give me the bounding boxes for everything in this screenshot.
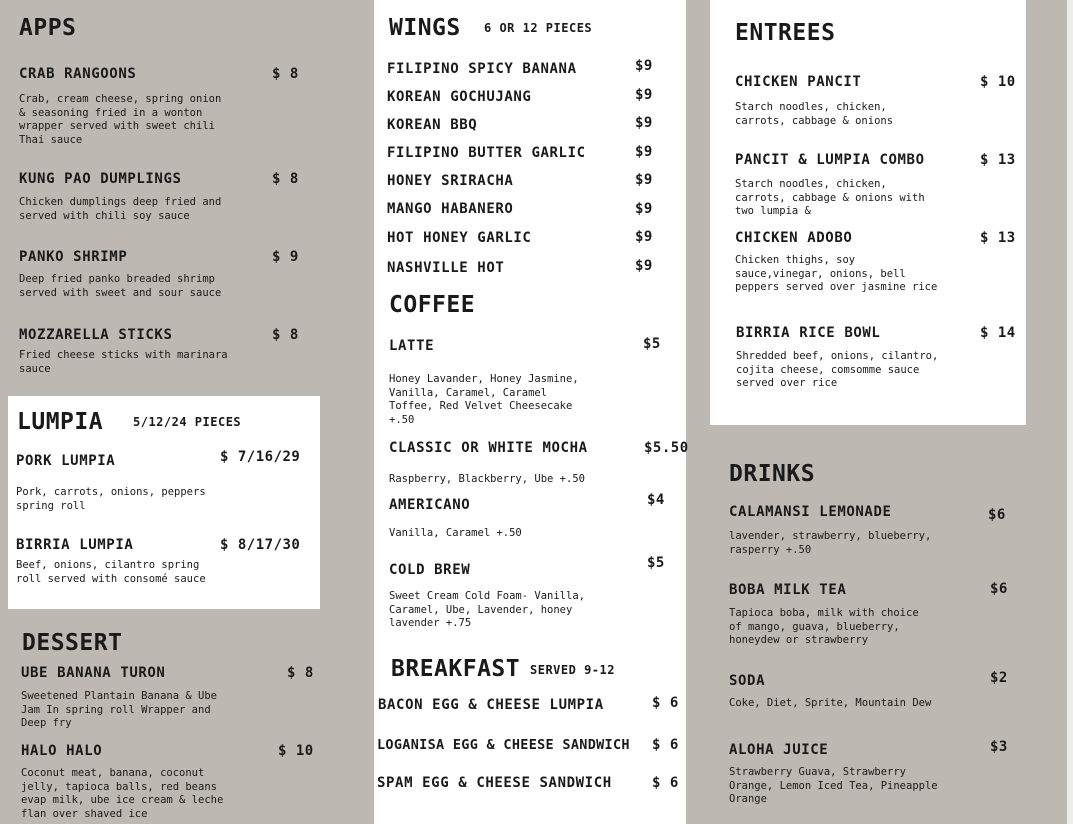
entrees-title: ENTREES: [735, 20, 836, 46]
menu-item-price: $ 10: [980, 74, 1016, 90]
menu-item-price: $ 8: [272, 171, 299, 187]
menu-item-name: CRAB RANGOONS: [19, 66, 137, 82]
menu-item-name: LOGANISA EGG & CHEESE SANDWICH: [377, 737, 630, 753]
wings-pieces-note: 6 OR 12 PIECES: [484, 21, 593, 35]
menu-item-price: $4: [647, 492, 665, 508]
menu-item-price: $2: [990, 670, 1008, 686]
page-edge: [1067, 0, 1073, 824]
menu-item-name: COLD BREW: [389, 562, 471, 578]
wing-flavor: MANGO HABANERO: [387, 201, 514, 217]
menu-item-desc: Chicken thighs, soy sauce,vinegar, onions, bell peppers served over jasmine rice: [735, 254, 938, 294]
menu-item-desc: Vanilla, Caramel +.50: [389, 527, 522, 539]
menu-item-desc: Tapioca boba, milk with choice of mango, guava, blueberry, honeydew or strawberry: [729, 607, 919, 647]
lumpia-title: LUMPIA: [17, 409, 104, 435]
wing-flavor: FILIPINO SPICY BANANA: [387, 61, 577, 77]
menu-item-price: $ 8: [287, 665, 314, 681]
menu-item-price: $ 14: [980, 325, 1016, 341]
menu-item-price: $3: [990, 739, 1008, 755]
drinks-title: DRINKS: [729, 461, 816, 487]
wing-flavor: NASHVILLE HOT: [387, 260, 505, 276]
wing-price: $9: [635, 201, 653, 217]
menu-item-price: $ 8: [272, 66, 299, 82]
menu-item-desc: lavender, strawberry, blueberry, rasperry +.50: [729, 530, 932, 556]
menu-item-desc: Strawberry Guava, Strawberry Orange, Lemon Iced Tea, Pineapple Orange: [729, 766, 938, 806]
menu-item-price: $ 6: [652, 775, 679, 791]
menu-item-name: CHICKEN PANCIT: [735, 74, 862, 90]
menu-item-desc: Starch noodles, chicken, carrots, cabbage & onions with two lumpia &: [735, 178, 925, 218]
coffee-title: COFFEE: [389, 292, 476, 318]
wings-title: WINGS: [389, 15, 461, 41]
wing-price: $9: [635, 87, 653, 103]
wing-price: $9: [635, 58, 653, 74]
menu-item-price: $ 13: [980, 152, 1016, 168]
menu-item-name: MOZZARELLA STICKS: [19, 327, 173, 343]
menu-item-name: LATTE: [389, 338, 435, 354]
menu-item-price: $6: [988, 507, 1006, 523]
wing-flavor: HONEY SRIRACHA: [387, 173, 514, 189]
menu-item-name: BIRRIA RICE BOWL: [736, 325, 881, 341]
menu-item-desc: Sweet Cream Cold Foam- Vanilla, Caramel, Ube, Lavender, honey lavender +.75: [389, 590, 585, 630]
menu-item-desc: Fried cheese sticks with marinara sauce: [19, 349, 228, 375]
wing-price: $9: [635, 258, 653, 274]
menu-item-price: $ 8/17/30: [220, 537, 301, 553]
menu-item-price: $ 10: [278, 743, 314, 759]
menu-item-name: BOBA MILK TEA: [729, 582, 847, 598]
menu-item-name: UBE BANANA TURON: [21, 665, 166, 681]
menu-item-price: $ 6: [652, 695, 679, 711]
menu-item-price: $6: [990, 581, 1008, 597]
wing-flavor: HOT HONEY GARLIC: [387, 230, 532, 246]
breakfast-title: BREAKFAST: [391, 656, 521, 682]
menu-item-price: $5: [643, 336, 661, 352]
menu-item-desc: Sweetened Plantain Banana & Ube Jam In spring roll Wrapper and Deep fry: [21, 690, 217, 730]
wing-flavor: KOREAN BBQ: [387, 117, 478, 133]
wing-price: $9: [635, 115, 653, 131]
lumpia-pieces-note: 5/12/24 PIECES: [133, 415, 242, 429]
menu-item-price: $ 8: [272, 327, 299, 343]
menu-item-name: PORK LUMPIA: [16, 453, 116, 469]
menu-item-name: SODA: [729, 673, 766, 689]
wing-price: $9: [635, 172, 653, 188]
menu-item-price: $ 13: [980, 230, 1016, 246]
menu-item-desc: Pork, carrots, onions, peppers spring roll: [16, 486, 206, 512]
menu-item-desc: Shredded beef, onions, cilantro, cojita cheese, comsomme sauce served over rice: [736, 350, 939, 390]
menu-item-name: BIRRIA LUMPIA: [16, 537, 134, 553]
menu-item-name: CHICKEN ADOBO: [735, 230, 853, 246]
menu-item-price: $5: [647, 555, 665, 571]
menu-item-name: HALO HALO: [21, 743, 103, 759]
menu-item-name: PANCIT & LUMPIA COMBO: [735, 152, 925, 168]
menu-item-name: AMERICANO: [389, 497, 471, 513]
menu-item-desc: Crab, cream cheese, spring onion & seasoning fried in a wonton wrapper served with sweet chili Thai sauce: [19, 93, 222, 146]
menu-item-name: KUNG PAO DUMPLINGS: [19, 171, 182, 187]
menu-item-desc: Coconut meat, banana, coconut jelly, tapioca balls, red beans evap milk, ube ice cream & leche flan over shaved ice: [21, 767, 224, 820]
wing-flavor: KOREAN GOCHUJANG: [387, 89, 532, 105]
menu-item-desc: Beef, onions, cilantro spring roll served with consomé sauce: [16, 559, 206, 585]
menu-item-desc: Raspberry, Blackberry, Ube +.50: [389, 473, 585, 485]
menu-item-desc: Honey Lavander, Honey Jasmine, Vanilla, Caramel, Caramel Toffee, Red Velvet Cheesecake +.50: [389, 373, 579, 426]
menu-item-name: PANKO SHRIMP: [19, 249, 128, 265]
breakfast-hours-note: SERVED 9-12: [530, 663, 615, 677]
wing-price: $9: [635, 229, 653, 245]
menu-item-desc: Chicken dumplings deep fried and served with chili soy sauce: [19, 196, 222, 222]
dessert-title: DESSERT: [22, 630, 123, 656]
menu-item-name: CLASSIC OR WHITE MOCHA: [389, 440, 588, 456]
menu-item-price: $ 7/16/29: [220, 449, 301, 465]
wing-flavor: FILIPINO BUTTER GARLIC: [387, 145, 586, 161]
menu-item-desc: Starch noodles, chicken, carrots, cabbage & onions: [735, 101, 894, 127]
apps-title: APPS: [19, 15, 77, 41]
menu-item-name: BACON EGG & CHEESE LUMPIA: [378, 697, 604, 713]
menu-item-desc: Deep fried panko breaded shrimp served with sweet and sour sauce: [19, 273, 222, 299]
menu-item-name: ALOHA JUICE: [729, 742, 829, 758]
menu-item-price: $5.50: [644, 440, 689, 456]
menu-item-price: $ 6: [652, 737, 679, 753]
menu-item-name: CALAMANSI LEMONADE: [729, 504, 892, 520]
menu-item-price: $ 9: [272, 249, 299, 265]
menu-item-desc: Coke, Diet, Sprite, Mountain Dew: [729, 697, 932, 709]
wing-price: $9: [635, 144, 653, 160]
menu-item-name: SPAM EGG & CHEESE SANDWICH: [377, 775, 612, 791]
